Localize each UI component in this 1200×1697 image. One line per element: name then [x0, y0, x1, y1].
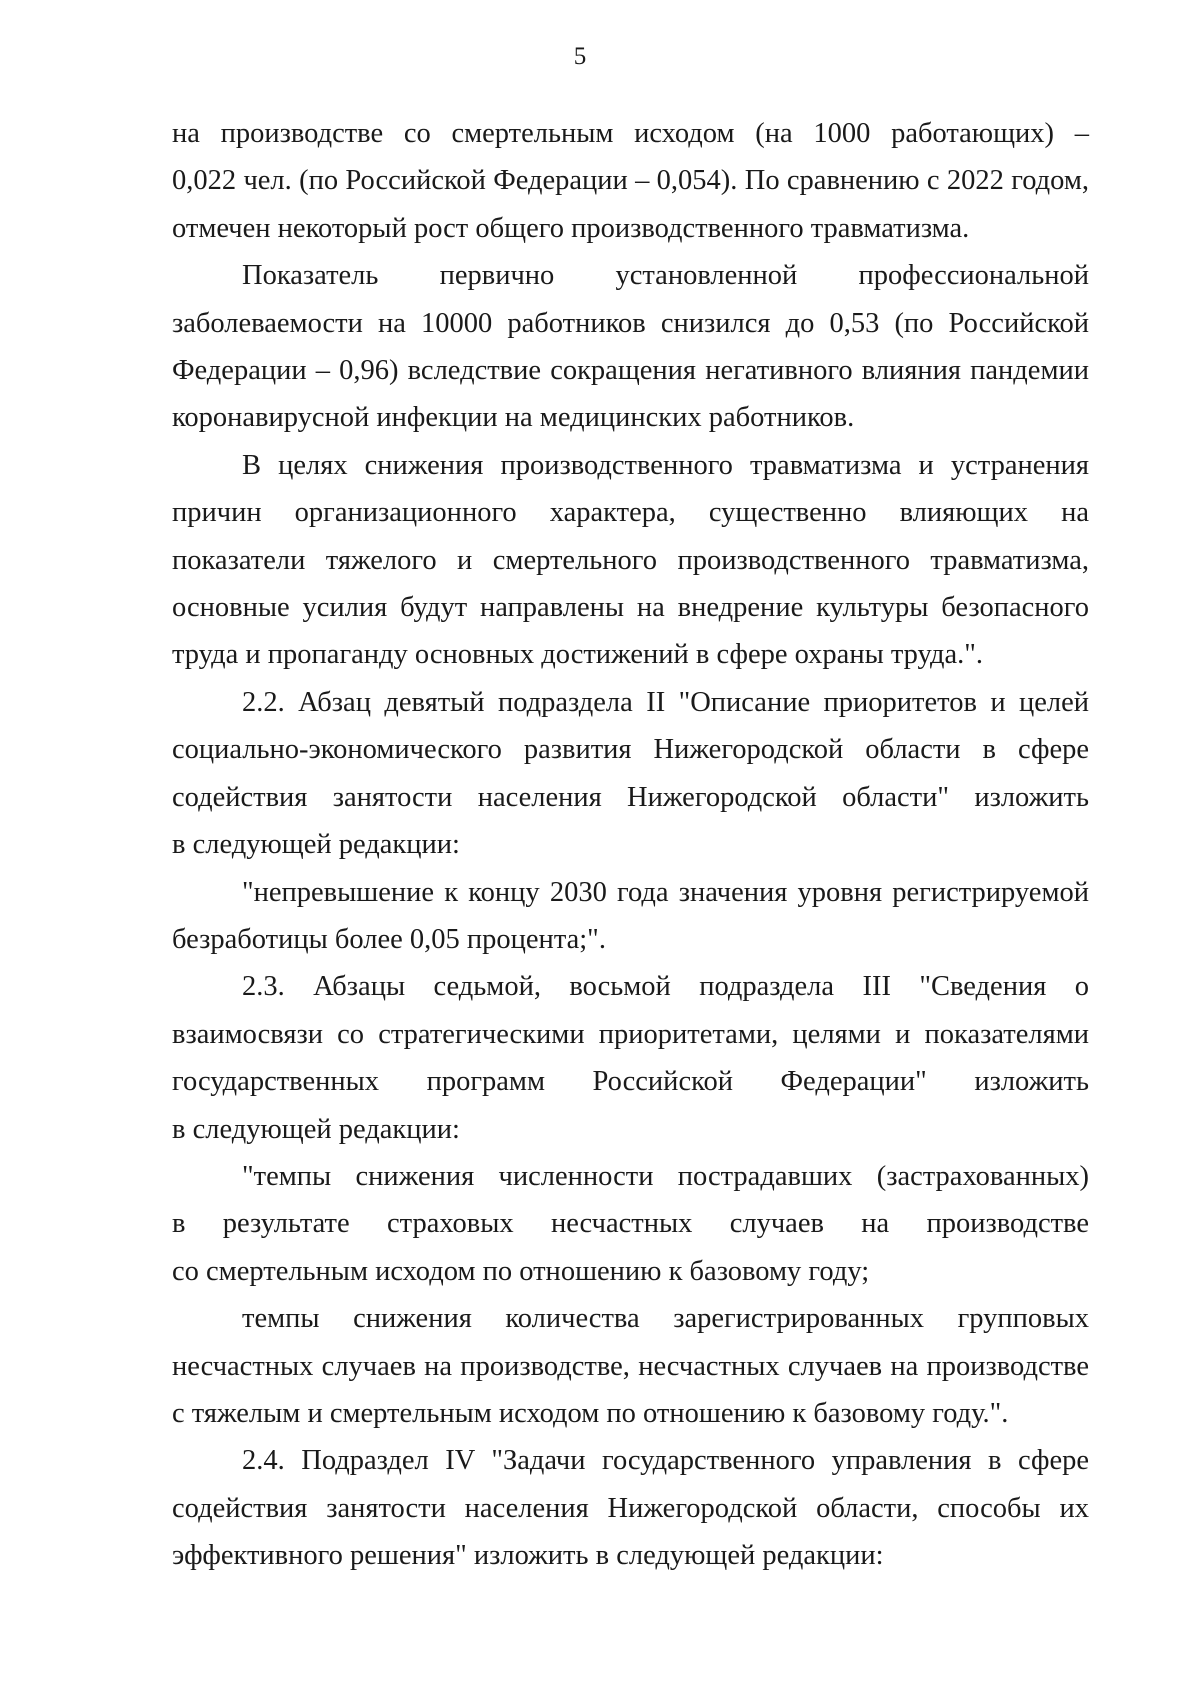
- paragraph-line: Федерации – 0,96) вследствие сокращения негативного влияния пандемии: [172, 355, 1089, 387]
- paragraph-line: "непревышение к концу 2030 года значения уровня регистрируемой: [242, 876, 1089, 908]
- paragraph-line: заболеваемости на 10000 работников снизился до 0,53 (по Российской: [172, 307, 1089, 339]
- paragraph-line: эффективного решения" изложить в следующей редакции:: [172, 1540, 884, 1572]
- paragraph-line: 2.3. Абзацы седьмой, восьмой подраздела III "Сведения о: [242, 971, 1089, 1003]
- paragraph-line: со смертельным исходом по отношению к базовому году;: [172, 1255, 870, 1287]
- paragraph-line: труда и пропаганду основных достижений в сфере охраны труда.".: [172, 639, 984, 671]
- paragraph-line: коронавирусной инфекции на медицинских работников.: [172, 402, 855, 434]
- paragraph-p5: [172, 869, 1089, 964]
- paragraph-line: с тяжелым и смертельным исходом по отношению к базовому году.".: [172, 1397, 1009, 1429]
- paragraph-line: в следующей редакции:: [172, 1113, 460, 1145]
- paragraph-p7: [172, 1153, 1089, 1295]
- paragraph-p8: [172, 1295, 1089, 1437]
- paragraph-line: основные усилия будут направлены на внедрение культуры безопасного: [172, 592, 1089, 624]
- paragraph-line: 2.4. Подраздел IV "Задачи государственного управления в сфере: [242, 1445, 1089, 1477]
- paragraph-line: 0,022 чел. (по Российской Федерации – 0,054). По сравнению с 2022 годом,: [172, 165, 1089, 197]
- paragraph-line: безработицы более 0,05 процента;".: [172, 923, 606, 955]
- paragraph-line: в результате страховых несчастных случаев на производстве: [172, 1208, 1089, 1240]
- paragraph-line: В целях снижения производственного травматизма и устранения: [242, 449, 1089, 481]
- paragraph-p4: [172, 679, 1089, 869]
- paragraph-line: 2.2. Абзац девятый подраздела II "Описание приоритетов и целей: [242, 686, 1089, 718]
- paragraph-line: содействия занятости населения Нижегородской области, способы их: [172, 1492, 1089, 1524]
- paragraph-line: содействия занятости населения Нижегородской области" изложить: [172, 781, 1089, 813]
- paragraph-line: социально-экономического развития Нижегородской области в сфере: [172, 734, 1089, 766]
- paragraph-line: несчастных случаев на производстве, несчастных случаев на производстве: [172, 1350, 1089, 1382]
- paragraph-line: "темпы снижения численности пострадавших (застрахованных): [242, 1160, 1089, 1192]
- paragraph-p3: [172, 442, 1089, 679]
- paragraph-p6: [172, 963, 1089, 1153]
- page-number: 5: [573, 43, 587, 70]
- paragraph-line: государственных программ Российской Федерации" изложить: [172, 1066, 1089, 1098]
- document-body: [172, 110, 1089, 1580]
- paragraph-line: отмечен некоторый рост общего производственного травматизма.: [172, 212, 970, 244]
- paragraph-line: взаимосвязи со стратегическими приоритетами, целями и показателями: [172, 1018, 1089, 1050]
- paragraph-line: причин организационного характера, существенно влияющих на: [172, 497, 1089, 529]
- paragraph-p1: [172, 110, 1089, 252]
- paragraph-line: показатели тяжелого и смертельного производственного травматизма,: [172, 544, 1089, 576]
- paragraph-p2: [172, 252, 1089, 442]
- paragraph-line: темпы снижения количества зарегистрированных групповых: [242, 1303, 1089, 1335]
- paragraph-line: на производстве со смертельным исходом (на 1000 работающих) –: [172, 118, 1089, 149]
- paragraph-line: Показатель первично установленной профессиональной: [242, 260, 1089, 292]
- paragraph-p9: [172, 1437, 1089, 1579]
- paragraph-line: в следующей редакции:: [172, 829, 460, 861]
